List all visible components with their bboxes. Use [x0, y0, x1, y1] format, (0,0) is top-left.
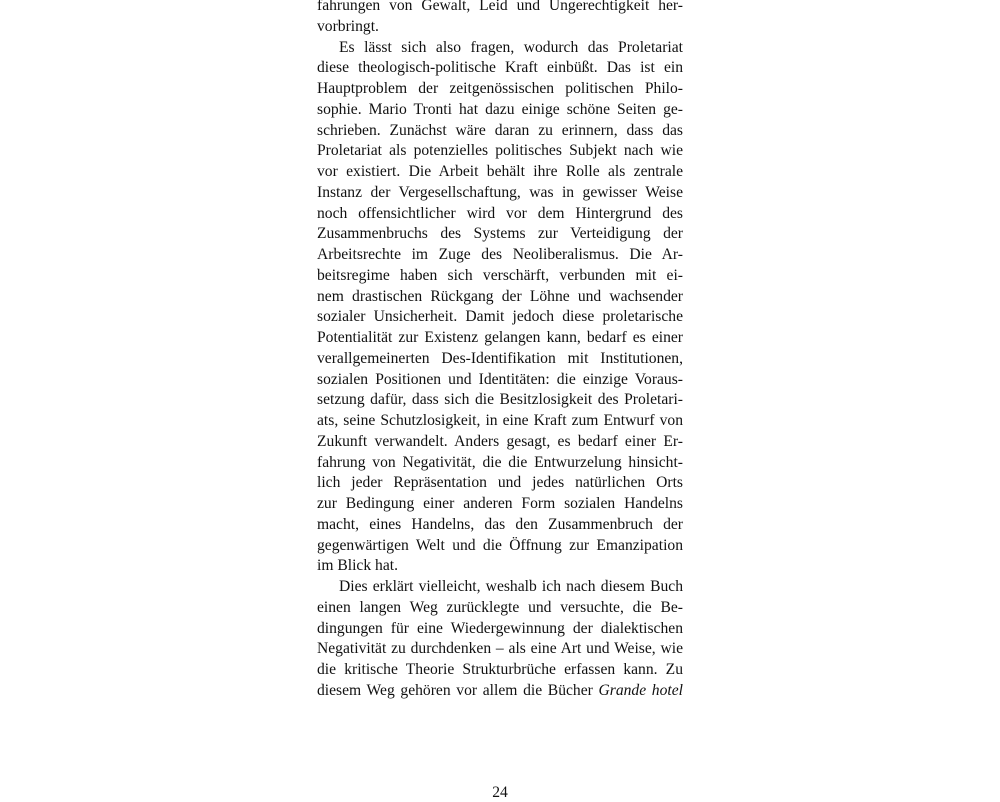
text-line: Instanz der Vergesellschaftung, was in gewisser Weise: [317, 183, 683, 201]
text-line: beitsregime haben sich verschärft, verbunden mit ei-: [317, 266, 683, 284]
text-line: sozialen Positionen und Identitäten: die einzige Voraus-: [317, 370, 683, 388]
text-line: Zukunft verwandelt. Anders gesagt, es bedarf einer Er-: [317, 432, 683, 450]
body-text: [317, 0, 683, 702]
book-title: Grande hotel: [598, 681, 683, 699]
text-line: [317, 681, 683, 702]
text-line: Zusammenbruchs des Systems zur Verteidigung der: [317, 225, 683, 243]
text-line: macht, eines Handelns, das den Zusammenbruch der: [317, 515, 683, 533]
text-line: ats, seine Schutzlosigkeit, in eine Kraft zum Entwurf von: [317, 412, 683, 429]
text-line: vor existiert. Die Arbeit behält ihre Rolle als zentrale: [317, 163, 683, 180]
text-line: gegenwärtigen Welt und die Öffnung zur Emanzipation: [317, 536, 683, 554]
text-line: im Blick hat.: [317, 557, 398, 575]
text-line: Negativität zu durchdenken – als eine Art und Weise, wie: [317, 640, 683, 658]
text-line: die kritische Theorie Strukturbrüche erfassen kann. Zu: [317, 661, 683, 678]
text-line: zur Bedingung einer anderen Form sozialen Handelns: [317, 495, 683, 512]
text-line: fahrung von Negativität, die die Entwurzelung hinsicht-: [317, 453, 683, 471]
text-line: fahrungen von Gewalt, Leid und Ungerechtigkeit her-: [317, 0, 683, 14]
text-line: noch offensichtlicher wird vor dem Hintergrund des: [317, 204, 683, 222]
text-line: vorbringt.: [317, 17, 379, 35]
text-line: Hauptproblem der zeitgenössischen politischen Philo-: [317, 80, 683, 97]
text-line: diese theologisch-politische Kraft einbüßt. Das ist ein: [317, 59, 683, 77]
text-line: setzung dafür, dass sich die Besitzlosigkeit des Proletari-: [317, 391, 683, 409]
text-line: Dies erklärt vielleicht, weshalb ich nach diesem Buch: [339, 578, 683, 595]
text-line: dingungen für eine Wiedergewinnung der dialektischen: [317, 619, 683, 637]
text-line: nem drastischen Rückgang der Löhne und wachsender: [317, 287, 683, 305]
text-line: Potentialität zur Existenz gelangen kann, bedarf es einer: [317, 329, 683, 346]
text-line: sophie. Mario Tronti hat dazu einige schöne Seiten ge-: [317, 100, 683, 118]
text-line: einen langen Weg zurücklegte und versuchte, die Be-: [317, 598, 683, 616]
text-line: verallgemeinerten Des-Identifikation mit Institutionen,: [317, 349, 683, 367]
text-line: Es lässt sich also fragen, wodurch das Proletariat: [339, 38, 683, 56]
text-line: Arbeitsrechte im Zuge des Neoliberalismus. Die Ar-: [317, 246, 683, 263]
text-line-part: diesem Weg gehören vor allem die Bücher: [317, 681, 599, 699]
text-line: schrieben. Zunächst wäre daran zu erinnern, dass das: [317, 121, 683, 139]
text-line: sozialer Unsicherheit. Damit jedoch diese proletarische: [317, 308, 683, 326]
page-number: 24: [492, 784, 508, 801]
text-line: Proletariat als potenzielles politisches Subjekt nach wie: [317, 142, 683, 160]
text-line: lich jeder Repräsentation und jedes natürlichen Orts: [317, 474, 683, 492]
